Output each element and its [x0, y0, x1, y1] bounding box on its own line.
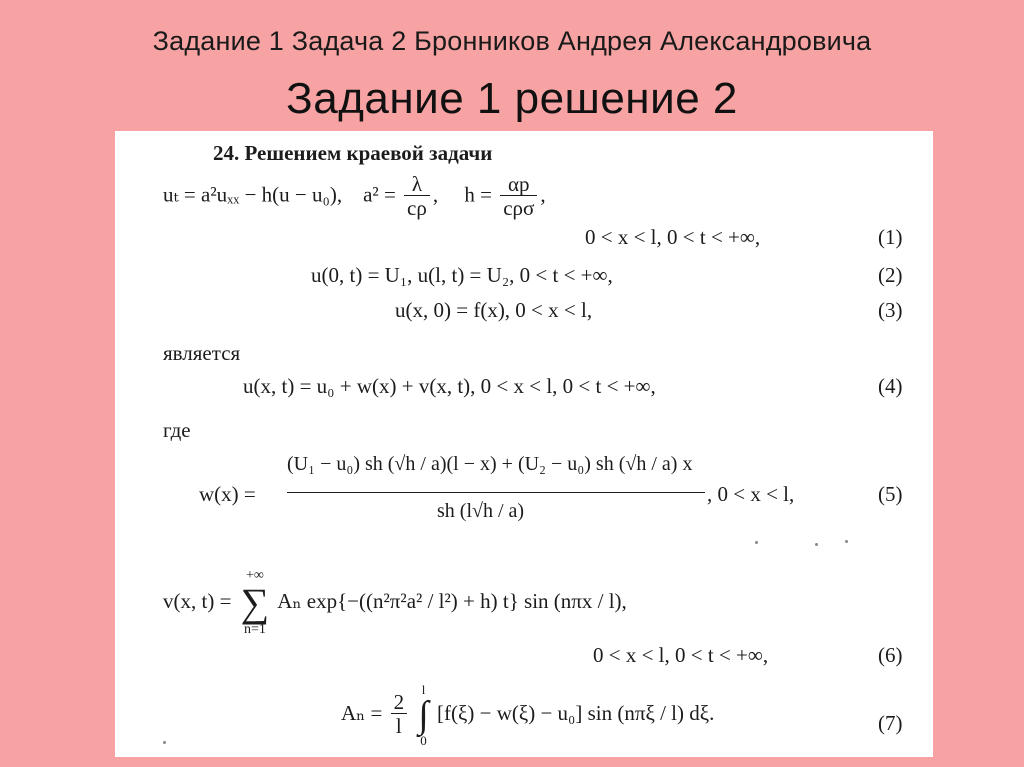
- summation-lower-limit: n=1: [243, 622, 266, 637]
- summation-upper-limit: +∞: [245, 568, 264, 583]
- equation-6-lhs: v(x, t) =: [163, 588, 232, 613]
- equation-4: u(x, t) = u₀ + w(x) + v(x, t), 0 < x < l, 0 < t < +∞,: [243, 374, 656, 398]
- scanned-page: [115, 131, 933, 757]
- equation-1-pde: uₜ = a²uₓₓ − h(u − u₀),: [163, 182, 343, 207]
- slide-header: [0, 0, 1024, 132]
- fraction-denominator: cρ: [407, 196, 427, 221]
- equation-1-h-fraction: [500, 173, 537, 220]
- equation-5-lhs: w(x) =: [199, 482, 256, 506]
- integral-upper-limit: l: [421, 682, 426, 697]
- equation-6-number: (6): [878, 643, 903, 667]
- problem-heading-text: Решением краевой задачи: [244, 141, 493, 165]
- fraction-denominator: cρσ: [503, 196, 535, 221]
- equation-6-body: Aₙ exp{−((n²π²a² / l²) + h) t} sin (nπx / l),: [277, 588, 627, 613]
- integral-symbol: [418, 683, 428, 747]
- equation-7-coefficient: [391, 691, 408, 738]
- slide-subtitle: Задание 1 Задача 2 Бронников Андрея Александровича: [152, 26, 872, 56]
- equation-7-body: [f(ξ) − w(ξ) − u₀] sin (nπξ / l) dξ.: [437, 700, 715, 725]
- fraction-numerator: 2: [391, 691, 408, 714]
- scan-speck: [845, 540, 848, 543]
- equation-1-a2-lhs: a² =: [363, 182, 396, 207]
- integral-lower-limit: 0: [420, 733, 427, 748]
- slide-title: Задание 1 решение 2: [286, 74, 738, 123]
- scan-speck: [815, 543, 818, 546]
- word-is: является: [163, 341, 241, 365]
- fraction-denominator: l: [395, 714, 402, 739]
- problem-heading: [213, 141, 492, 166]
- equation-5-domain: , 0 < x < l,: [707, 482, 795, 506]
- equation-3: u(x, 0) = f(x), 0 < x < l,: [395, 298, 593, 322]
- equation-7-lhs: Aₙ =: [341, 700, 383, 725]
- equation-1-domain: 0 < x < l, 0 < t < +∞,: [585, 225, 761, 249]
- fraction-numerator: λ: [404, 173, 430, 196]
- equation-3-number: (3): [878, 298, 903, 322]
- summation-sign: ∑: [240, 580, 270, 625]
- integral-sign: ∫: [418, 694, 429, 736]
- equation-1: uₜ = a²uₓₓ − h(u − u₀), a² = $\frac{\lambda}{c\rho}$ , h = $\frac{\alpha p}{\text{cρσ}}$ ,: [163, 172, 546, 221]
- fraction-numerator: αp: [500, 173, 537, 196]
- equation-6: [163, 569, 627, 637]
- equation-7-number: (7): [878, 711, 903, 735]
- equation-4-number: (4): [878, 374, 903, 398]
- word-where: где: [163, 418, 191, 442]
- scan-speck: [163, 741, 166, 744]
- equation-5-numerator: (U₁ − u₀) sh (√h / a)(l − x) + (U₂ − u₀) sh (√h / a) x: [287, 453, 693, 475]
- equation-6-domain: 0 < x < l, 0 < t < +∞,: [593, 643, 769, 667]
- summation-symbol: [241, 569, 270, 637]
- equation-2: u(0, t) = U₁, u(l, t) = U₂, 0 < t < +∞,: [311, 263, 613, 287]
- equation-1-number: (1): [878, 225, 903, 249]
- problem-number: 24.: [213, 141, 240, 165]
- equation-1-h-lhs: h =: [464, 182, 492, 207]
- equation-2-number: (2): [878, 263, 903, 287]
- equation-1-a2-fraction: [404, 173, 430, 220]
- equation-5-denominator: sh (l√h / a): [437, 500, 525, 522]
- scan-speck: [755, 541, 758, 544]
- equation-5-number: (5): [878, 482, 903, 506]
- equation-7: [341, 683, 714, 747]
- equation-5-fraction-bar: [287, 492, 705, 493]
